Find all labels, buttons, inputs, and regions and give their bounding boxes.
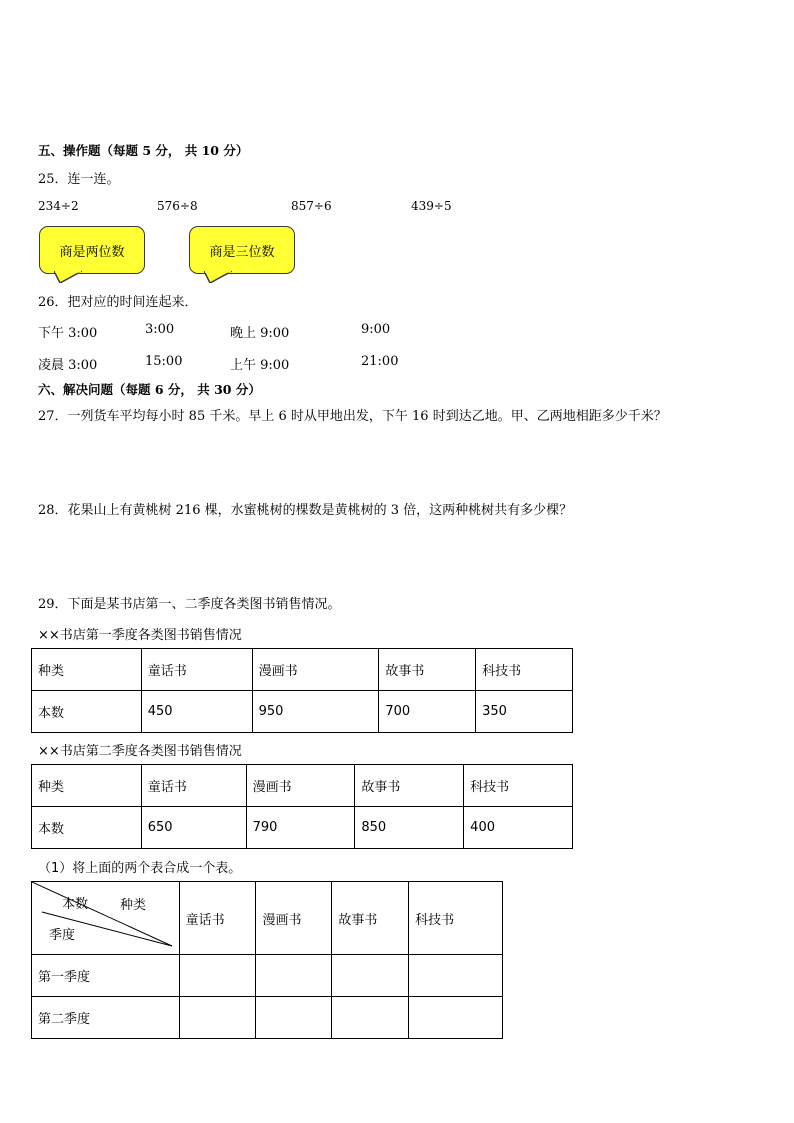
empty-answer-cell[interactable] (179, 955, 256, 997)
q25-expression-1: 234÷2 (38, 199, 79, 213)
q29-sub1: （1）将上面的两个表合成一个表。 (38, 861, 242, 876)
q25-bubble-two-digit (39, 226, 145, 274)
table-cell: 故事书 (332, 882, 409, 955)
q25-expression-4: 439÷5 (411, 199, 452, 213)
section-6-title: 六、解决问题（每题 6 分， 共 30 分） (38, 382, 261, 397)
q26-row2-col1: 凌晨 3:00 (38, 358, 98, 373)
empty-answer-cell[interactable] (409, 997, 503, 1039)
bubble-label: 商是三位数 (209, 244, 275, 260)
empty-answer-cell[interactable] (332, 997, 409, 1039)
q26-row1-col3: 晚上 9:00 (230, 326, 290, 341)
table-cell: 650 (141, 807, 246, 849)
bubble-label: 商是两位数 (59, 244, 125, 260)
table1 (31, 648, 573, 733)
q26-row2-col3: 上午 9:00 (230, 358, 290, 373)
table-cell: 种类 (32, 765, 142, 807)
table-cell: 童话书 (141, 649, 252, 691)
table-cell: 种类 (32, 649, 142, 691)
q26-row1-col2: 3:00 (145, 322, 175, 337)
table-cell: 漫画书 (252, 649, 379, 691)
table-cell: 450 (141, 691, 252, 733)
table-cell: 童话书 (141, 765, 246, 807)
table-cell: 第一季度 (32, 955, 180, 997)
section-5-title: 五、操作题（每题 5 分， 共 10 分） (38, 143, 249, 158)
diagonal-lines-icon (32, 882, 180, 955)
q26-prompt: 26．把对应的时间连起来． (38, 295, 198, 310)
empty-answer-cell[interactable] (256, 955, 332, 997)
empty-answer-cell[interactable] (332, 955, 409, 997)
table-cell: 漫画书 (256, 882, 332, 955)
corner-label-season: 季度 (49, 928, 76, 943)
q25-expression-3: 857÷6 (291, 199, 332, 213)
table-cell: 850 (355, 807, 464, 849)
table-cell: 本数 (32, 807, 142, 849)
table-cell: 漫画书 (246, 765, 355, 807)
table-cell: 故事书 (355, 765, 464, 807)
bubble-tail-icon (54, 271, 82, 283)
q29-text: 29．下面是某书店第一、二季度各类图书销售情况。 (38, 597, 341, 612)
q26-row2-col4: 21:00 (361, 354, 399, 369)
q25-bubble-three-digit (189, 226, 295, 274)
q25-expression-2: 576÷8 (157, 199, 198, 213)
table-cell: 故事书 (379, 649, 476, 691)
q26-row1-col1: 下午 3:00 (38, 326, 98, 341)
table-cell: 本数 (32, 691, 142, 733)
empty-answer-cell[interactable] (409, 955, 503, 997)
q26-row2-col2: 15:00 (145, 354, 183, 369)
table1-caption: ××书店第一季度各类图书销售情况 (38, 628, 242, 643)
table2-caption: ××书店第二季度各类图书销售情况 (38, 744, 242, 759)
table-cell: 童话书 (179, 882, 256, 955)
table-cell: 科技书 (464, 765, 573, 807)
table-cell: 科技书 (409, 882, 503, 955)
table-cell: 400 (464, 807, 573, 849)
table-cell: 790 (246, 807, 355, 849)
table3 (31, 881, 503, 1039)
bubble-tail-icon (204, 271, 232, 283)
table-cell: 700 (379, 691, 476, 733)
table2 (31, 764, 573, 849)
empty-answer-cell[interactable] (256, 997, 332, 1039)
table3-diagonal-header (32, 882, 180, 955)
table-cell: 350 (476, 691, 573, 733)
table-cell: 科技书 (476, 649, 573, 691)
table-cell: 950 (252, 691, 379, 733)
q27-text: 27．一列货车平均每小时 85 千米。早上 6 时从甲地出发，下午 16 时到达乙地。甲、乙两地相距多少千米？ (38, 409, 667, 424)
q26-row1-col4: 9:00 (361, 322, 391, 337)
corner-label-count: 本数 (62, 897, 89, 912)
empty-answer-cell[interactable] (179, 997, 256, 1039)
q28-text: 28．花果山上有黄桃树 216 棵，水蜜桃树的棵数是黄桃树的 3 倍，这两种桃树共有多少棵？ (38, 503, 573, 518)
table-cell: 第二季度 (32, 997, 180, 1039)
corner-label-category: 种类 (120, 898, 147, 913)
q25-prompt: 25．连一连。 (38, 172, 120, 187)
